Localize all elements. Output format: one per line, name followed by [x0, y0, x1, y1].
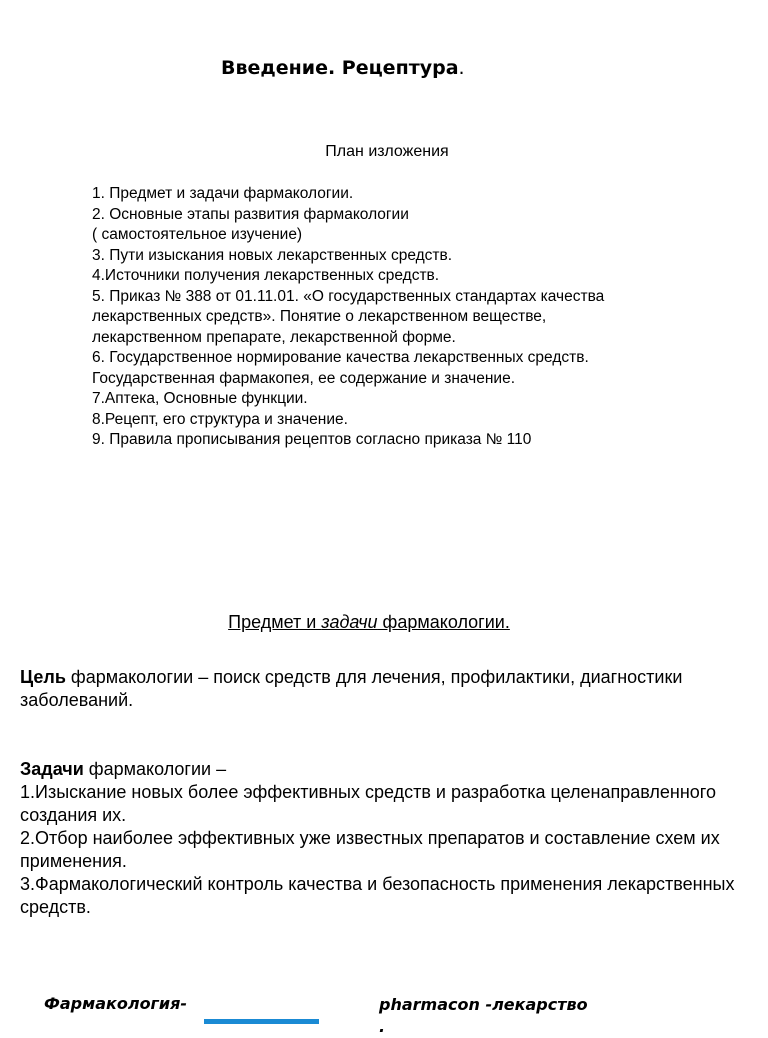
section-title-italic: задачи: [321, 612, 378, 632]
task-item: 1.Изыскание новых более эффективных средств и разработка целенаправленного создания их.: [20, 782, 716, 825]
plan-line: 2. Основные этапы развития фармакологии: [92, 205, 409, 223]
goal-text: фармакологии – поиск средств для лечения, профилактики, диагностики заболеваний.: [20, 667, 683, 710]
page-title-dot: .: [458, 57, 465, 79]
blue-divider-bar: [204, 1019, 319, 1024]
plan-line: 8.Рецепт, его структура и значение.: [92, 410, 348, 428]
task-item: 3.Фармакологический контроль качества и безопасность применения лекарственных средств.: [20, 874, 735, 917]
tasks-intro: [20, 758, 748, 781]
plan-line: 6. Государственное нормирование качества лекарственных средств.: [92, 349, 589, 366]
page-title: [221, 57, 465, 79]
plan-line: 3. Пути изыскания новых лекарственных средств.: [92, 246, 453, 264]
plan-heading: План изложения: [325, 143, 449, 160]
pharmacon-term-trail: .: [379, 1017, 386, 1036]
goal-paragraph: [20, 666, 748, 712]
task-item: 2.Отбор наиболее эффективных уже известных препаратов и составление схем их применения.: [20, 828, 720, 871]
tasks-intro-text: фармакологии –: [83, 759, 227, 779]
plan-line: 9. Правила прописывания рецептов согласно приказа № 110: [92, 431, 532, 448]
plan-line: 1. Предмет и задачи фармакологии.: [92, 185, 354, 202]
plan-line: лекарственных средств». Понятие о лекарственном веществе,: [92, 308, 547, 325]
section-title-part2: фармакологии.: [377, 612, 510, 632]
section-title-part1: Предмет и: [228, 612, 322, 632]
page-title-text: Введение. Рецептура: [221, 57, 459, 79]
plan-line: Государственная фармакопея, ее содержание и значение.: [92, 369, 516, 387]
plan-line: 4.Источники получения лекарственных средств.: [92, 267, 440, 284]
plan-list: [92, 184, 692, 451]
plan-line: 7.Аптека, Основные функции.: [92, 390, 308, 407]
pharmacon-term-text: pharmacon -лекарство: [379, 995, 588, 1014]
plan-line: ( самостоятельное изучение): [92, 226, 303, 243]
section-title: [0, 612, 738, 633]
tasks-block: [20, 758, 748, 919]
goal-label: Цель: [20, 667, 66, 687]
pharmacology-term: Фармакология-: [44, 994, 188, 1013]
plan-line: лекарственном препарате, лекарственной форме.: [92, 328, 456, 346]
pharmacon-term: [379, 994, 588, 1038]
tasks-label: Задачи: [20, 759, 84, 779]
plan-line: 5. Приказ № 388 от 01.11.01. «О государственных стандартах качества: [92, 287, 605, 305]
